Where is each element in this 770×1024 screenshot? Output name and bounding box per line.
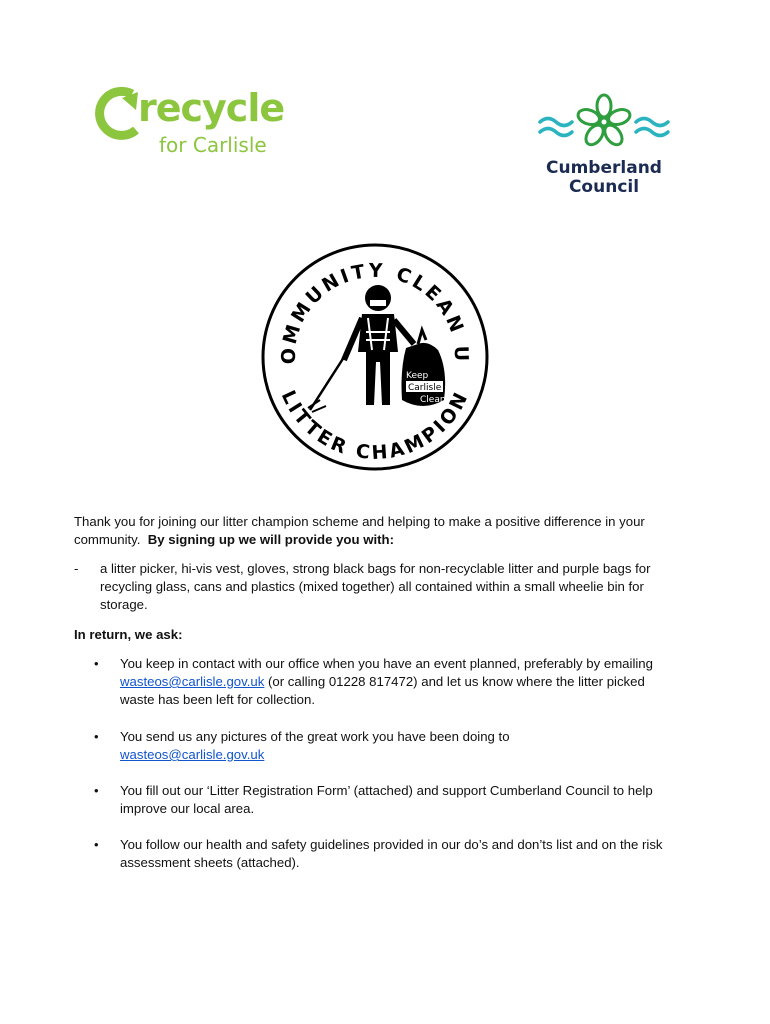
- list-dash: -: [74, 561, 79, 576]
- bullet-2-text: You send us any pictures of the great work you have been doing to: [120, 729, 510, 744]
- intro-paragraph: [74, 513, 704, 549]
- bag-text-clean: Clean: [420, 395, 446, 405]
- intro-text: Thank you for joining our litter champion scheme and helping to make a positive difference in your community.: [74, 514, 645, 547]
- badge-bottom-arc-text: LITTER CHAMPION: [276, 386, 474, 465]
- bullet-4-text: You follow our health and safety guidelines provided in our do’s and don’ts list and on the risk assessment sheets (attached).: [120, 837, 663, 870]
- bag-text-carlisle: Carlisle: [408, 383, 442, 393]
- flower-waves-icon: [532, 92, 676, 150]
- council-name-line2: Council: [568, 177, 640, 197]
- bullet-3-text: You fill out our ‘Litter Registration Form’ (attached) and support Cumberland Council to help improve our local area.: [120, 783, 653, 816]
- recycle-logo-title: recycle: [138, 86, 285, 130]
- recycle-for-carlisle-logo: [92, 84, 292, 164]
- email-link[interactable]: wasteos@carlisle.gov.uk: [120, 747, 265, 762]
- bullet-marker: •: [94, 729, 99, 744]
- bullet-1-text: You keep in contact with our office when you have an event planned, preferably by emailing: [120, 656, 653, 671]
- badge-top-arc-text: OMMUNITY CLEAN U: [277, 259, 473, 365]
- in-return-heading: In return, we ask:: [74, 627, 183, 642]
- provided-items-text: a litter picker, hi-vis vest, gloves, strong black bags for non-recyclable litter and purple bags for recycling glass, cans and plastics (mixed together) all contained within a small wheelie bin for storage.: [100, 561, 651, 612]
- email-link[interactable]: wasteos@carlisle.gov.uk: [120, 674, 265, 689]
- bag-text-keep: Keep: [406, 371, 429, 381]
- bullet-1-text-after: (or calling 01228 817472) and let us know where the litter picked waste has been left for collection.: [120, 674, 645, 707]
- recycle-logo-subtitle: for Carlisle: [159, 133, 267, 157]
- litter-champion-badge: [258, 240, 492, 474]
- bullet-marker: •: [94, 656, 99, 671]
- intro-bold-text: By signing up we will provide you with:: [147, 532, 394, 547]
- bullet-marker: •: [94, 837, 99, 852]
- cumberland-council-logo: [532, 92, 682, 202]
- litter-picker-figure-icon: [308, 285, 446, 412]
- council-name-line1: Cumberland: [546, 158, 662, 178]
- bullet-marker: •: [94, 783, 99, 798]
